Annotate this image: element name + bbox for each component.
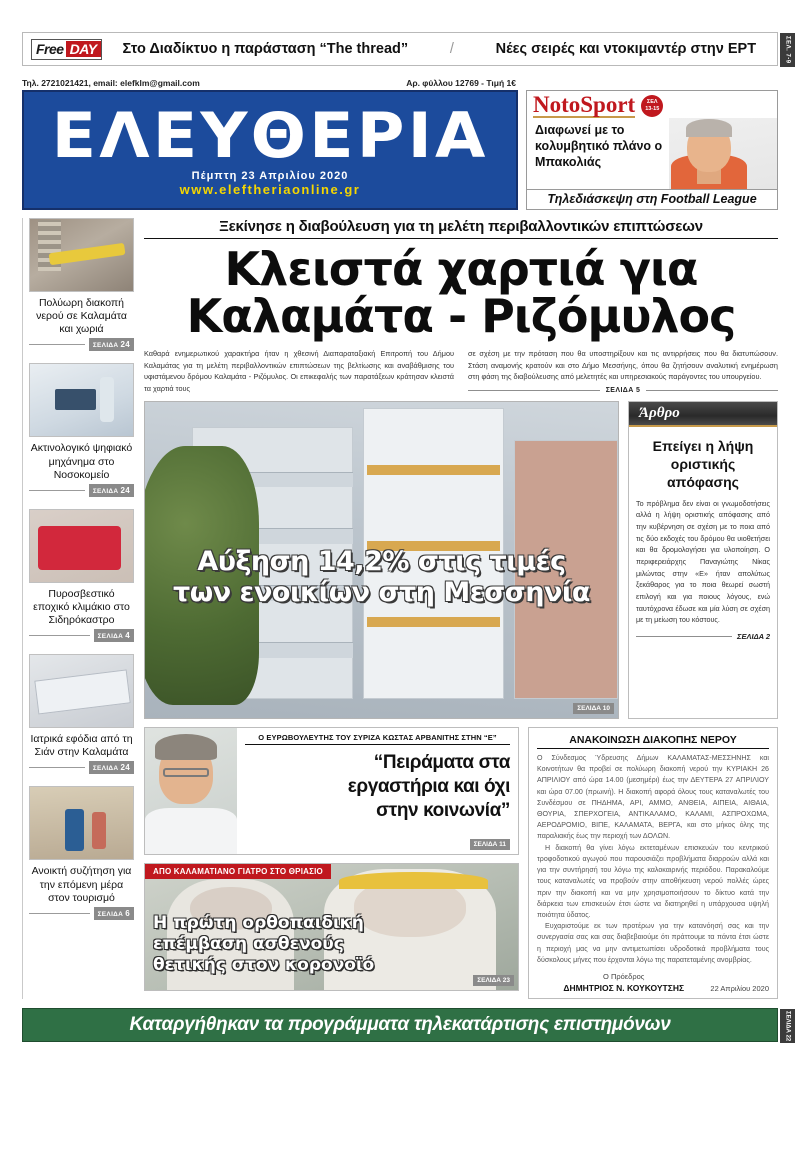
- article-page-ref: ΣΕΛΙΔΑ 2: [737, 631, 770, 641]
- covid-story-page-tag: ΣΕΛΙΔΑ 23: [473, 975, 514, 986]
- top-promo-item-2[interactable]: Νέες σειρές και ντοκιμαντέρ στην ΕΡΤ: [495, 41, 757, 57]
- rail-item-page-row: [29, 761, 134, 774]
- water-pipe-photo: [29, 218, 134, 292]
- article-title: Επείγει η λήψη οριστικής απόφασης: [652, 438, 754, 491]
- publication-date: Πέμπτη 23 Απριλίου 2020: [191, 169, 349, 182]
- newspaper-title: ΕΛΕΥΘΕΡΙΑ: [51, 99, 489, 173]
- notosport-body: [527, 118, 777, 189]
- main-photo-caption: [145, 547, 618, 607]
- quote-line-2: εργαστήρια και όχι: [347, 776, 510, 797]
- quote-story-box[interactable]: [144, 727, 519, 855]
- lead-headline[interactable]: [144, 242, 778, 343]
- content-column: [144, 218, 778, 999]
- masthead-row: [22, 90, 778, 210]
- quote-headline: [245, 745, 510, 839]
- notosport-header: [527, 91, 777, 118]
- face-shield-visor-shape: [339, 872, 488, 890]
- top-promo-separator: /: [449, 41, 454, 57]
- covid-surgery-story-box[interactable]: [144, 863, 519, 991]
- notosport-headline: Διαφωνεί με το κολυμβητικό πλάνο ο Μπακολιάς: [535, 123, 663, 169]
- rule-line: [29, 913, 90, 914]
- article-section-label: Άρθρο: [629, 402, 777, 427]
- freeday-logo-free: Free: [36, 41, 64, 57]
- rail-item-page-tag: ΣΕΛΙΔΑ 4: [94, 629, 134, 642]
- covid-story-kicker: ΑΠΟ ΚΑΛΑΜΑΤΙΑΝΟ ΓΙΑΤΡΟ ΣΤΟ ΘΡΙΑΣΙΟ: [145, 864, 331, 879]
- quote-text-area: [237, 728, 518, 854]
- main-photo-page-tag: ΣΕΛΙΔΑ 10: [573, 703, 614, 714]
- rule-line: [29, 490, 85, 491]
- bakolias-portrait-photo: [669, 118, 777, 189]
- covid-headline-line-2: επέμβαση ασθενούς: [153, 933, 344, 954]
- kostas-arvanitis-portrait-photo: [145, 728, 237, 854]
- rail-item[interactable]: [29, 218, 134, 351]
- rail-item-caption: Πολύωρη διακοπή νερού σε Καλαμάτα και χωριά: [36, 297, 127, 336]
- rule-line: [29, 344, 85, 345]
- portrait-hair-shape: [686, 119, 732, 137]
- lead-body-columns: [144, 348, 778, 395]
- article-body: Το πρόβλημα δεν είναι οι γνωμοδοτήσεις αλλά η λήψη οριστικής απόφασης από την κυβέρνηση σε σχέση με το ποια από τις δύο εκδοχές του δρόμου θα υιοθετήσει και θα δρομολογήσει για υλοποίηση. Ο περιφερειάρχης Παναγιώτης Νίκας μιλώντας στην «Ε» ήταν απολύτως ξεκάθαρος για το ποια θεωρεί σωστή επιλογή και για ποιους λόγους, ενώ ταυτόχρονα έδωσε και μία λύση σε σχέση με τη μείωση του κόστους.: [636, 498, 770, 625]
- portrait-shirt-shape: [145, 808, 237, 854]
- notosport-footer-headline: Τηλεδιάσκεψη στη Football League: [527, 189, 777, 209]
- medical-supplies-photo: [29, 654, 134, 728]
- water-notice-paragraph-1: Ο Σύνδεσμος Ύδρευσης Δήμων ΚΑΛΑΜΑΤΑΣ-ΜΕΣΣΗΝΗΣ και Κοινοτήτων θα προβεί σε πολύωρη διακοπή νερού την ΚΥΡΙΑΚΗ 26 ΑΠΡΙΛΙΟΥ από ώρα 14.00 (μεσημέρι) έως την ΔΕΥΤΕΡΑ 27 ΑΠΡΙΛΙΟΥ και ώρα 07.00 (πρωινή). Η διακοπή αφορά όλους τους καταναλωτές του Συνδέσμου σε ΠΗΔΗΜΑ, ΑΡΙ, ΑΜΜΟ, ΑΝΘΕΙΑ, ΑΙΠΕΙΑ, ΑΙΘΑΙΑ, ΘΟΥΡΙΑ, ΣΠΕΡΧΟΓΕΙΑ, ΑΝΤΙΚΑΛΑΜΟ, ΚΑΛΑΜΙ, ΑΣΠΡΟΧΩΜΑ, ΑΕΡΟΔΡΟΜΙΟ, ΒΙΠΕ, ΚΑΛΑΜΑΤΑ, ΒΕΡΓΑ, και στο μήκος όλης της παραλιακής έως την περιοχή των ΔΟΛΩΝ.: [537, 754, 769, 841]
- signature-name: ΔΗΜΗΤΡΙΟΣ Ν. ΚΟΥΚΟΥΤΣΗΣ: [563, 982, 685, 993]
- lead-page-ref-row: [468, 387, 778, 394]
- rail-item[interactable]: [29, 654, 134, 774]
- rail-item-page-tag: ΣΕΛΙΔΑ 24: [89, 338, 134, 351]
- article-page-ref-row: [629, 626, 777, 646]
- issue-info: Αρ. φύλλου 12769 - Τιμή 1€: [406, 78, 516, 88]
- lead-kicker: Ξεκίνησε η διαβούλευση για τη μελέτη περιβαλλοντικών επιπτώσεων: [144, 218, 778, 239]
- notosport-promo-box[interactable]: [526, 90, 778, 210]
- water-notice-paragraph-3: Ευχαριστούμε εκ των προτέρων για την κατανόησή σας και την συνεργασία σας και σας διαβεβαιούμε ότι πράττουμε τα πάντα έτσι ώστε η περιοχή μας να μην αντιμετωπίσει υδροδοτικά προβλήματα τους δύσκολους μήνες που έρχονται λόγω της παρατεταμένης ανομβρίας.: [537, 922, 769, 964]
- footer-page-ref-tab: ΣΕΛΙΔΑ 22: [780, 1009, 795, 1043]
- website-url[interactable]: www.eleftheriaonline.gr: [179, 181, 361, 197]
- top-page-ref-tab: ΣΕΛ. 7-9: [780, 33, 795, 67]
- lead-body-column-1: Καθαρά ενημερωτικού χαρακτήρα ήταν η χθεσινή Διαπαραταξιακή Επιτροπή του Δήμου Καλαμάτας για τη μελέτη περιβαλλοντικών επιπτώσεων της βελτίωσης και αναβάθμισης του υφιστάμενου δρόμου Καλαμάτα - Ριζόμυλος. Οι επικεφαλής των παρατάξεων κράτησαν κλειστά τα χαρτιά τους: [144, 348, 454, 394]
- quote-line-3: στην κοινωνία”: [376, 799, 510, 821]
- rail-item-page-tag: ΣΕΛΙΔΑ 6: [94, 907, 134, 920]
- awning-shape: [367, 465, 499, 475]
- fire-truck-photo: [29, 509, 134, 583]
- tourism-street-photo: [29, 786, 134, 860]
- signature-date: 22 Απριλίου 2020: [710, 983, 769, 993]
- portrait-glasses-shape: [163, 768, 209, 777]
- rail-item-caption: Πυροσβεστικό εποχικό κλιμάκιο στο Σιδηρόκαστρο: [33, 587, 130, 626]
- rule-line: [468, 390, 600, 391]
- notosport-page-badge: [641, 95, 663, 117]
- masthead: [22, 90, 518, 210]
- lead-headline-line-2: Καλαμάτα - Ριζόμυλος: [186, 288, 736, 343]
- main-content-area: [22, 218, 778, 999]
- rule-line: [29, 767, 85, 768]
- quote-page-tag: ΣΕΛΙΔΑ 11: [470, 839, 510, 850]
- footer-headline: Καταργήθηκαν τα προγράμματα τηλεκατάρτισης επιστημόνων: [129, 1013, 671, 1035]
- lead-headline-line-1: Κλειστά χαρτιά για: [224, 242, 698, 296]
- rail-item-page-row: [29, 907, 134, 920]
- publication-info-line: [22, 74, 778, 88]
- notosport-badge-label: ΣΕΛ: [646, 99, 658, 106]
- left-teaser-rail: [22, 218, 134, 999]
- rail-item[interactable]: [29, 786, 134, 919]
- rail-item-caption: Ιατρικά εφόδια από τη Σιάν στην Καλαμάτα: [30, 733, 133, 759]
- lead-body-column-2: σε σχέση με την πρόταση που θα υποστηρίξουν και τις αντιρρήσεις που θα διατυπώσουν. Στάση αναμονής κρατούν και στο Δήμο Μεσσήνης, όπου θα ζητήσουν αναλυτική ενημέρωση στη φάση της διαβούλευσης από μελετητές και υπηρεσιακούς παράγοντες του υπουργείου.: [468, 348, 778, 382]
- rail-item-page-row: [29, 629, 134, 642]
- covid-story-headline: [153, 913, 374, 976]
- rail-item-page-row: [29, 338, 134, 351]
- quote-line-1: “Πειράματα στα: [373, 752, 510, 774]
- notosport-logo: NotoSport: [533, 92, 636, 117]
- rail-item-caption: Ανοικτή συζήτηση για την επόμενη μέρα στον τουρισμό: [31, 865, 132, 904]
- awning-shape: [367, 617, 499, 627]
- water-notice-title: ΑΝΑΚΟΙΝΩΣΗ ΔΙΑΚΟΠΗΣ ΝΕΡΟΥ: [537, 734, 769, 749]
- rule-line: [29, 635, 90, 636]
- rail-item-caption: Ακτινολογικό ψηφιακό μηχάνημα στο Νοσοκομείο: [30, 442, 133, 481]
- rail-item-page-tag: ΣΕΛΙΔΑ 24: [89, 484, 134, 497]
- water-notice-signature: [537, 972, 769, 993]
- rail-item[interactable]: [29, 363, 134, 496]
- rail-item-page-row: [29, 484, 134, 497]
- top-promo-strip: [22, 32, 791, 66]
- bottom-row: [144, 727, 778, 999]
- footer-banner[interactable]: [22, 1008, 791, 1042]
- bottom-left-column: [144, 727, 519, 999]
- water-outage-notice: [528, 727, 778, 999]
- rail-item-page-tag: ΣΕΛΙΔΑ 24: [89, 761, 134, 774]
- rule-line: [646, 390, 778, 391]
- opinion-article-column[interactable]: [628, 401, 778, 719]
- covid-headline-line-3: θετικής στον κορονοϊό: [153, 954, 375, 975]
- main-photo-caption-line-1: Αύξηση 14,2% στις τιμές: [197, 546, 566, 578]
- top-promo-item-1[interactable]: Στο Διαδίκτυο η παράσταση “The thread”: [122, 41, 409, 57]
- contact-info: Τηλ. 2721021421, email: elefklm@gmail.com: [22, 78, 200, 88]
- water-notice-paragraph-2: Η διακοπή θα γίνει λόγω εκτεταμένων επισκευών του κεντρικού τροφοδοτικού αγωγού που παρουσιάζει προβλήματα διαρροών αλλά και για την συντήρησή του λόγω της καλοκαιρινής περιόδου. Παρακαλούμε τους καταναλωτές να προβούν στην αποθήκευση νερού πολλές ώρες πριν την διακοπή και να μην χρησιμοποιήσουν το δίκτυο κατά την διάρκεια των επισκευών έτσι ώστε να διατηρηθεί η υπάρχουσα υψηλή ποιότητα ύδατος.: [537, 843, 769, 919]
- xray-machine-photo: [29, 363, 134, 437]
- signature-block: [537, 972, 710, 993]
- rule-line: [636, 636, 732, 637]
- notosport-badge-pages: 13-15: [645, 105, 660, 112]
- top-promo-items: [102, 41, 777, 57]
- signature-role: Ο Πρόεδρος: [603, 971, 645, 981]
- lead-page-ref: ΣΕΛΙΔΑ 5: [605, 387, 641, 395]
- newspaper-front-page: [0, 32, 800, 1167]
- main-photo-caption-line-2: των ενοικίων στη Μεσσηνία: [173, 576, 590, 608]
- quote-kicker: Ο ΕΥΡΩΒΟΥΛΕΥΤΗΣ ΤΟΥ ΣΥΡΙΖΑ ΚΩΣΤΑΣ ΑΡΒΑΝΙΤΗΣ ΣΤΗΝ “Ε”: [245, 733, 510, 745]
- freeday-logo-day: DAY: [66, 41, 101, 57]
- covid-headline-line-1: Η πρώτη ορθοπαιδική: [153, 912, 364, 933]
- freeday-logo: [31, 39, 102, 60]
- portrait-hair-shape: [155, 734, 217, 760]
- rail-item[interactable]: [29, 509, 134, 642]
- middle-row: [144, 401, 778, 719]
- apartment-building-balconies-photo[interactable]: [144, 401, 619, 719]
